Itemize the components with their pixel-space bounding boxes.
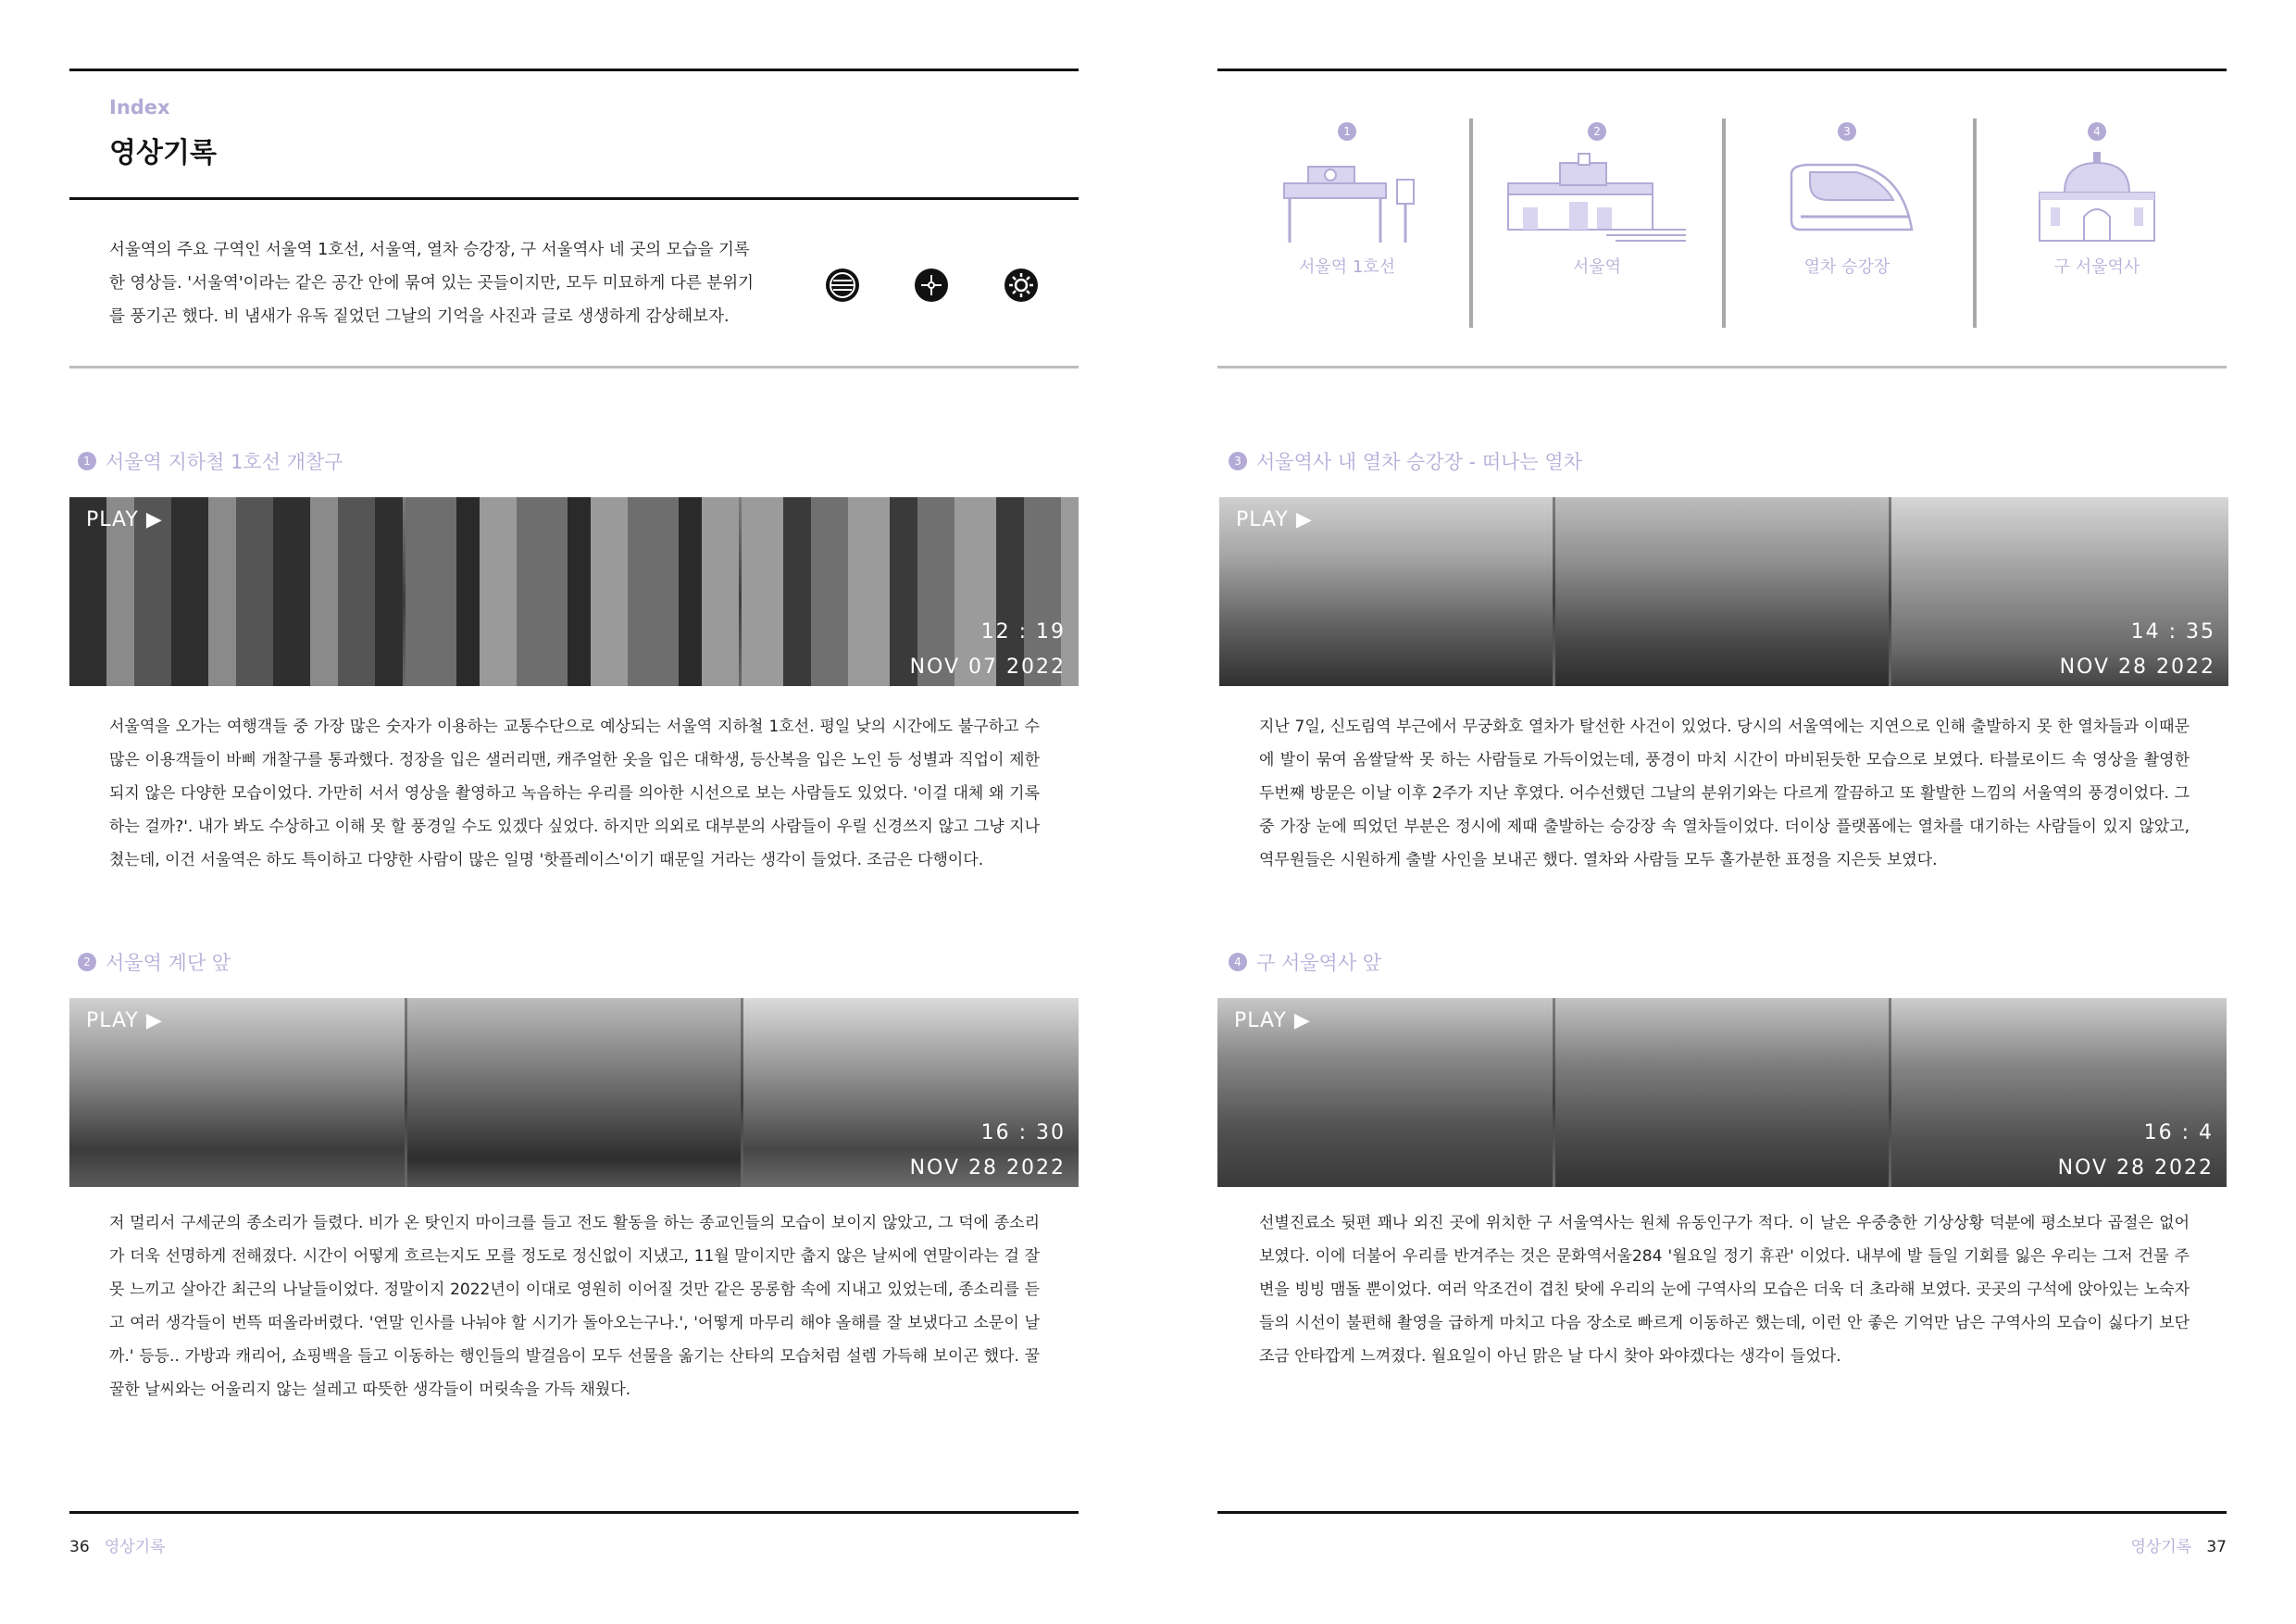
location-number: 4 [2088,122,2106,141]
photo-segment [1555,497,1889,686]
play-button[interactable]: PLAY ▶ [86,508,163,531]
play-button[interactable]: PLAY ▶ [1236,508,1313,531]
section-heading-2 [78,948,231,976]
video-date: NOV 07 2022 [909,656,1066,679]
sun-icon [1004,269,1038,302]
play-icon: ▶ [1295,508,1313,531]
section-title: 서울역 지하철 1호선 개찰구 [106,451,343,473]
footer-rule [1217,1511,2227,1514]
video-thumbnail-1[interactable] [69,497,1079,686]
play-button[interactable]: PLAY ▶ [1234,1009,1311,1032]
section-title: 서울역 계단 앞 [106,952,231,974]
section-number: 1 [78,452,96,470]
location-label: 열차 승강장 [1803,257,1890,277]
section-number: 2 [78,953,96,971]
photo-segment [406,497,739,686]
location-number: 3 [1838,122,1856,141]
section-text-1: 서울역을 오가는 여행객들 중 가장 많은 숫자가 이용하는 교통수단으로 예상되는 서울역 지하철 1호선. 평일 낮의 시간에도 불구하고 수많은 이용객들이 바삐 개찰구를 통과했다. 정장을 입은 샐러리맨, 캐주얼한 옷을 입은 대학생, 등산복을 입은 노인 등 성별과 직업이 제한되지 않은 다양한 모습이었다. 가만히 서서 영상을 촬영하고 녹음하는 우리를 의아한 시선으로 보는 사람들도 있었다. '이걸 대체 왜 기록하는 걸까?'. 내가 봐도 수상하고 이해 못 할 풍경일 수도 있겠다 싶었다. 하지만 의외로 대부분의 사람들이 우릴 신경쓰지 않고 그냥 지나쳤는데, 이건 서울역은 하도 특이하고 다양한 사람이 많은 일명 '핫플레이스'이기 때문일 거라는 생각이 들었다. 조금은 다행이다. [109,718,1040,869]
play-icon: ▶ [1293,1009,1311,1032]
location-label: 서울역 [1572,257,1622,277]
location-label: 구 서울역사 [2053,257,2140,277]
photo-segment [407,998,741,1187]
menu-lines-icon [826,269,859,302]
gate-icon [1273,146,1421,248]
footer-label: 영상기록 [104,1538,166,1556]
title-rule [69,197,1079,200]
section-text-2: 저 멀리서 구세군의 종소리가 들렸다. 비가 온 탓인지 마이크를 들고 전도 활동을 하는 종교인들의 모습이 보이지 않았고, 그 덕에 종소리가 더욱 선명하게 전해졌다. 시간이 어떻게 흐르는지도 모를 정도로 정신없이 지냈고, 11월 말이지만 춥지 않은 날씨에 연말이라는 걸 잘 못 느끼고 살아간 최근의 나날들이었다. 정말이지 2022년이 이대로 영원히 이어질 것만 같은 몽롱함 속에 지내고 있었는데, 종소리를 듣고 여러 생각들이 번뜩 떠올라버렸다. '연말 인사를 나눠야 할 시기가 돌아오는구나.', '어떻게 마무리 해야 올해를 잘 보냈다고 소문이 날까.' 등등.. 가방과 캐리어, 쇼핑백을 들고 이동하는 행인들의 발걸음이 모두 선물을 옮기는 산타의 모습처럼 설렘 가득해 보이곤 했다. 꿀꿀한 날씨와는 어울리지 않는 설레고 따뜻한 생각들이 머릿속을 가득 채웠다. [109,1214,1040,1399]
photo-segment [1555,998,1889,1187]
page-footer-right [2130,1533,2227,1556]
page-number: 36 [69,1538,90,1556]
page-footer-left [69,1533,166,1556]
location-label: 서울역 1호선 [1298,257,1396,277]
location-number: 1 [1338,122,1356,141]
video-date: NOV 28 2022 [2057,1156,2214,1180]
footer-rule [69,1511,1079,1514]
divider [1469,119,1473,328]
play-icon: ▶ [145,1009,163,1032]
video-date: NOV 28 2022 [909,1156,1066,1180]
intro-paragraph: 서울역의 주요 구역인 서울역 1호선, 서울역, 열차 승강장, 구 서울역사 네 곳의 모습을 기록한 영상들. '서울역'이라는 같은 공간 안에 묶여 있는 곳들이지만, 모두 미묘하게 다른 분위기를 풍기곤 했다. 비 냄새가 유독 짙었던 그날의 기억을 사진과 글로 생생하게 감상해보자. [109,241,755,326]
index-label: Index [109,96,170,119]
video-time: 14 : 35 [2130,620,2215,643]
section-number: 3 [1229,452,1247,470]
play-button[interactable]: PLAY ▶ [86,1009,163,1032]
location-2 [1500,122,1694,278]
location-1 [1250,122,1444,278]
location-4 [2000,122,2194,278]
video-date: NOV 28 2022 [2059,656,2215,679]
strip-rule [1217,366,2227,369]
video-time: 16 : 30 [980,1121,1066,1144]
page-title: 영상기록 [109,137,217,169]
video-thumbnail-2[interactable] [69,998,1079,1187]
location-3 [1750,122,1944,278]
compass-icon [915,269,948,302]
play-icon: ▶ [145,508,163,531]
section-number: 4 [1229,953,1247,971]
section-heading-1 [78,447,343,475]
section-text-4: 선별진료소 뒷편 꽤나 외진 곳에 위치한 구 서울역사는 원체 유동인구가 적다. 이 날은 우중충한 기상상황 덕분에 평소보다 곱절은 없어 보였다. 이에 더불어 우리를 반겨주는 것은 문화역서울284 '월요일 정기 휴관' 이었다. 내부에 발 들일 기회를 잃은 우리는 그저 건물 주변을 빙빙 맴돌 뿐이었다. 여러 악조건이 겹친 탓에 우리의 눈에 구역사의 모습은 더욱 더 초라해 보였다. 곳곳의 구석에 앉아있는 노숙자들의 시선이 불편해 촬영을 급하게 마치고 다음 장소로 빠르게 이동하곤 했는데, 이런 안 좋은 기억만 남은 구역사의 모습이 싫다기 보단 조금 안타깝게 느껴졌다. 월요일이 아닌 맑은 날 다시 찾아 와야겠다는 생각이 들었다. [1259,1214,2190,1366]
divider [1973,119,1977,328]
section-heading-4 [1229,948,1381,976]
dome-building-icon [2023,146,2171,248]
top-rule [69,69,1079,71]
divider [1722,119,1726,328]
section-heading-3 [1229,447,1582,475]
video-time: 12 : 19 [980,620,1066,643]
train-icon [1773,146,1921,248]
station-building-icon [1504,146,1690,248]
video-time: 16 : 4 [2143,1121,2214,1144]
page-number: 37 [2206,1538,2227,1556]
section-title: 구 서울역사 앞 [1256,952,1382,974]
top-rule [1217,69,2227,71]
video-thumbnail-4[interactable] [1217,998,2227,1187]
footer-label: 영상기록 [2130,1538,2192,1556]
section-text-3: 지난 7일, 신도림역 부근에서 무궁화호 열차가 탈선한 사건이 있었다. 당시의 서울역에는 지연으로 인해 출발하지 못 한 열차들과 이때문에 발이 묶여 옴쌀달싹 못 하는 사람들로 가득이었는데, 풍경이 마치 시간이 마비된듯한 모습으로 보였다. 타블로이드 속 영상을 촬영한 두번째 방문은 이날 이후 2주가 지난 후였다. 어수선했던 그날의 분위기와는 다르게 깔끔하고 또 활발한 느낌의 서울역의 풍경이었다. 그 중 가장 눈에 띄었던 부분은 정시에 제때 출발하는 승강장 속 열차들이었다. 더이상 플랫폼에는 열차를 대기하는 사람들이 있지 않았고, 역무원들은 시원하게 출발 사인을 보내곤 했다. 열차와 사람들 모두 홀가분한 표정을 지은듯 보였다. [1259,718,2190,869]
location-number: 2 [1588,122,1606,141]
video-thumbnail-3[interactable] [1219,497,2228,686]
section-title: 서울역사 내 열차 승강장 - 떠나는 열차 [1256,451,1582,473]
intro-rule [69,366,1079,369]
